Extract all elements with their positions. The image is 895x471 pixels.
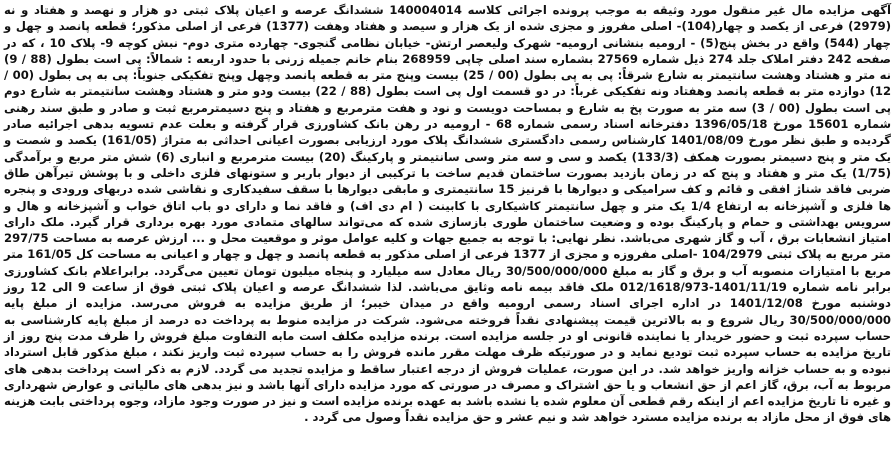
- auction-notice-text: آگهی مزایده مال غیر منقول مورد وثیقه به موجب پرونده اجرائی کلاسه 140004014 ششدانگ عرصه و اعیان پلاک ثبتی دو هزار و نهصد و هفتاد و نه (2979) فرعی از یکصد و چهار(104)- اصلی مفروز و مجزی شده از یک هزار و سیصد و هفتاد وهفت (1377) فرعی از اصلی مذکور؛ قطعه پانصد و چهل و چهار (544) واقع در بخش پنج(5) - ارومیه بنشانی ارومیه- شهرک ولیعصر ارتش- خیابان نظامی گنجوی- چهارده متری دوم- نبش کوچه 9- پلاک 10 ، که در صفحه 242 دفتر املاک جلد 274 ذیل شماره 27569 بشماره سند اصلی چاپی 268959 بنام خانم جمیله زرنی با حدود اربعه : شمالاً: پی است بطول (88 / 9) نه متر و هشتاد وهشت سانتیمتر به شارع شرقاً: پی به پی بطول (00 / 25) بیست وپنج متر به قطعه پانصد وچهل وپنج تفکیکی جنوباً: پی به پی بطول (00 / 12) دوازده متر به قطعه پانصد وهفتاد ونه تفکیکی غرباً: در دو قسمت اول پی است بطول (88 / 22) بیست ودو متر و هشتاد وهشت سانتیمتر به شارع دوم پی است بطول (00 / 3) سه متر به صورت پخ به شارع و بمساحت دویست و نود و هفت مترمربع و هفتاد و پنج دسیمترمربع ثبت و صادر و طبق سند رهنی شماره 15601 مورخ 1396/05/18 دفترخانه اسناد رسمی شماره 68 - ارومیه در رهن بانک کشاورزی قرار گرفته و بعلت عدم تسویه بدهی اجرائیه صادر گردیده و طبق نظر مورخ 1401/08/09 کارشناس رسمی دادگستری ششدانگ پلاک مورد ارزیابی بصورت اعیانی احداثی به متراژ (161/05) یکصد و شصت و یک متر و پنج دسیمتر بصورت همکف (133/3) یکصد و سی و سه متر وسی سانتیمتر و پارکینگ (20) بیست مترمربع و انباری (6) شش متر مربع و برآمدگی (1/75) یک متر و هفتاد و پنج که در زمان بازدید بصورت ساختمان قدیم ساخت با ترکیبی از دیوار باربر و ستونهای فلزی داخلی و با پوشش تیرآهن طاق ضربی فاقد شناژ افقی و قائم و کف سرامیکی و دیوارها با قرنیز 15 سانتیمتری و مابقی دیوارها با سقف سفیدکاری و نقاشی شده دربهای ورودی و پنجره ها فلزی و آشپزخانه به ارتفاع 1/4 یک متر و چهل سانتیمتر کاشیکاری با کابینت ( ام دی اف) و فاقد نما و دارای دو باب اتاق خواب و آشپزخانه و هال و سرویس بهداشتی و حمام و پارکینگ بوده و وضعیت ساختمان طوری بازسازی شده که می‌تواند سالهای متمادی مورد بهره برداری قرار گیرد. ملک دارای امتیاز انشعابات برق ، آب و گاز شهری می‌باشد. نظر نهایی: با توجه به جمیع جهات و کلیه عوامل موثر و موقعیت محل و ... ارزش عرصه به مساحت 297/75 متر مربع به پلاک ثبتی 104/2979 -اصلی مفروزه و مجزی از 1377 فرعی از اصلی مذکور به قطعه پانصد و چهل و چهار و اعیانی به مساحت کل 161/05 متر مربع با امتیازات منصوبه آب و برق و گاز به مبلغ 30/500/000/000 ریال معادل سه میلیارد و پنجاه میلیون تومان تعیین می‌گردد. برابراعلام بانک کشاورزی برابر نامه شماره 1401/11/19-012/1618/973 ملک فاقد بیمه نامه وثایق می‌باشد. لذا ششدانگ عرصه و اعیان پلاک ثبتی فوق از ساعت 9 الی 12 روز دوشنبه مورخ 1401/12/08 در اداره اجرای اسناد رسمی ارومیه واقع در میدان خیبر؛ از طریق مزایده به فروش می‌رسد. مزایده از مبلغ پایه 30/500/000/000 ریال شروع و به بالاترین قیمت پیشنهادی نقداً فروخته می‌شود. شرکت در مزایده منوط به پرداخت ده درصد از مبلغ پایه کارشناسی به حساب سپرده ثبت و حضور خریدار یا نماینده قانونی او در جلسه مزایده است. برنده مزایده مکلف است مابه التفاوت مبلغ فروش را ظرف مدت پنج روز از تاریخ مزایده به حساب سپرده ثبت تودیع نماید و در صورتیکه ظرف مهلت مقرر مانده فروش را به حساب سپرده ثبت واریز نکند ، مبلغ مذکور قابل استرداد نبوده و به حساب خزانه واریز خواهد شد. در این صورت، عملیات فروش از درجه اعتبار ساقط و مزایده تجدید می گردد. لازم به ذکر است پرداخت بدهی های مربوط به آب، برق، گاز اعم از حق انشعاب و یا حق اشتراک و مصرف در صورتی که مورد مزایده دارای آنها باشد و نیز بدهی های مالیاتی و عوارض شهرداری و غیره تا تاریخ مزایده اعم از اینکه رقم قطعی آن معلوم شده یا نشده باشد به عهده برنده مزایده است و نیز در صورت وجود مازاد، وجوه پرداختی بابت هزینه های فوق از محل مازاد به برنده مزایده مسترد خواهد شد و نیم عشر و حق مزایده نقداً وصول می گردد .: [4, 3, 892, 425]
